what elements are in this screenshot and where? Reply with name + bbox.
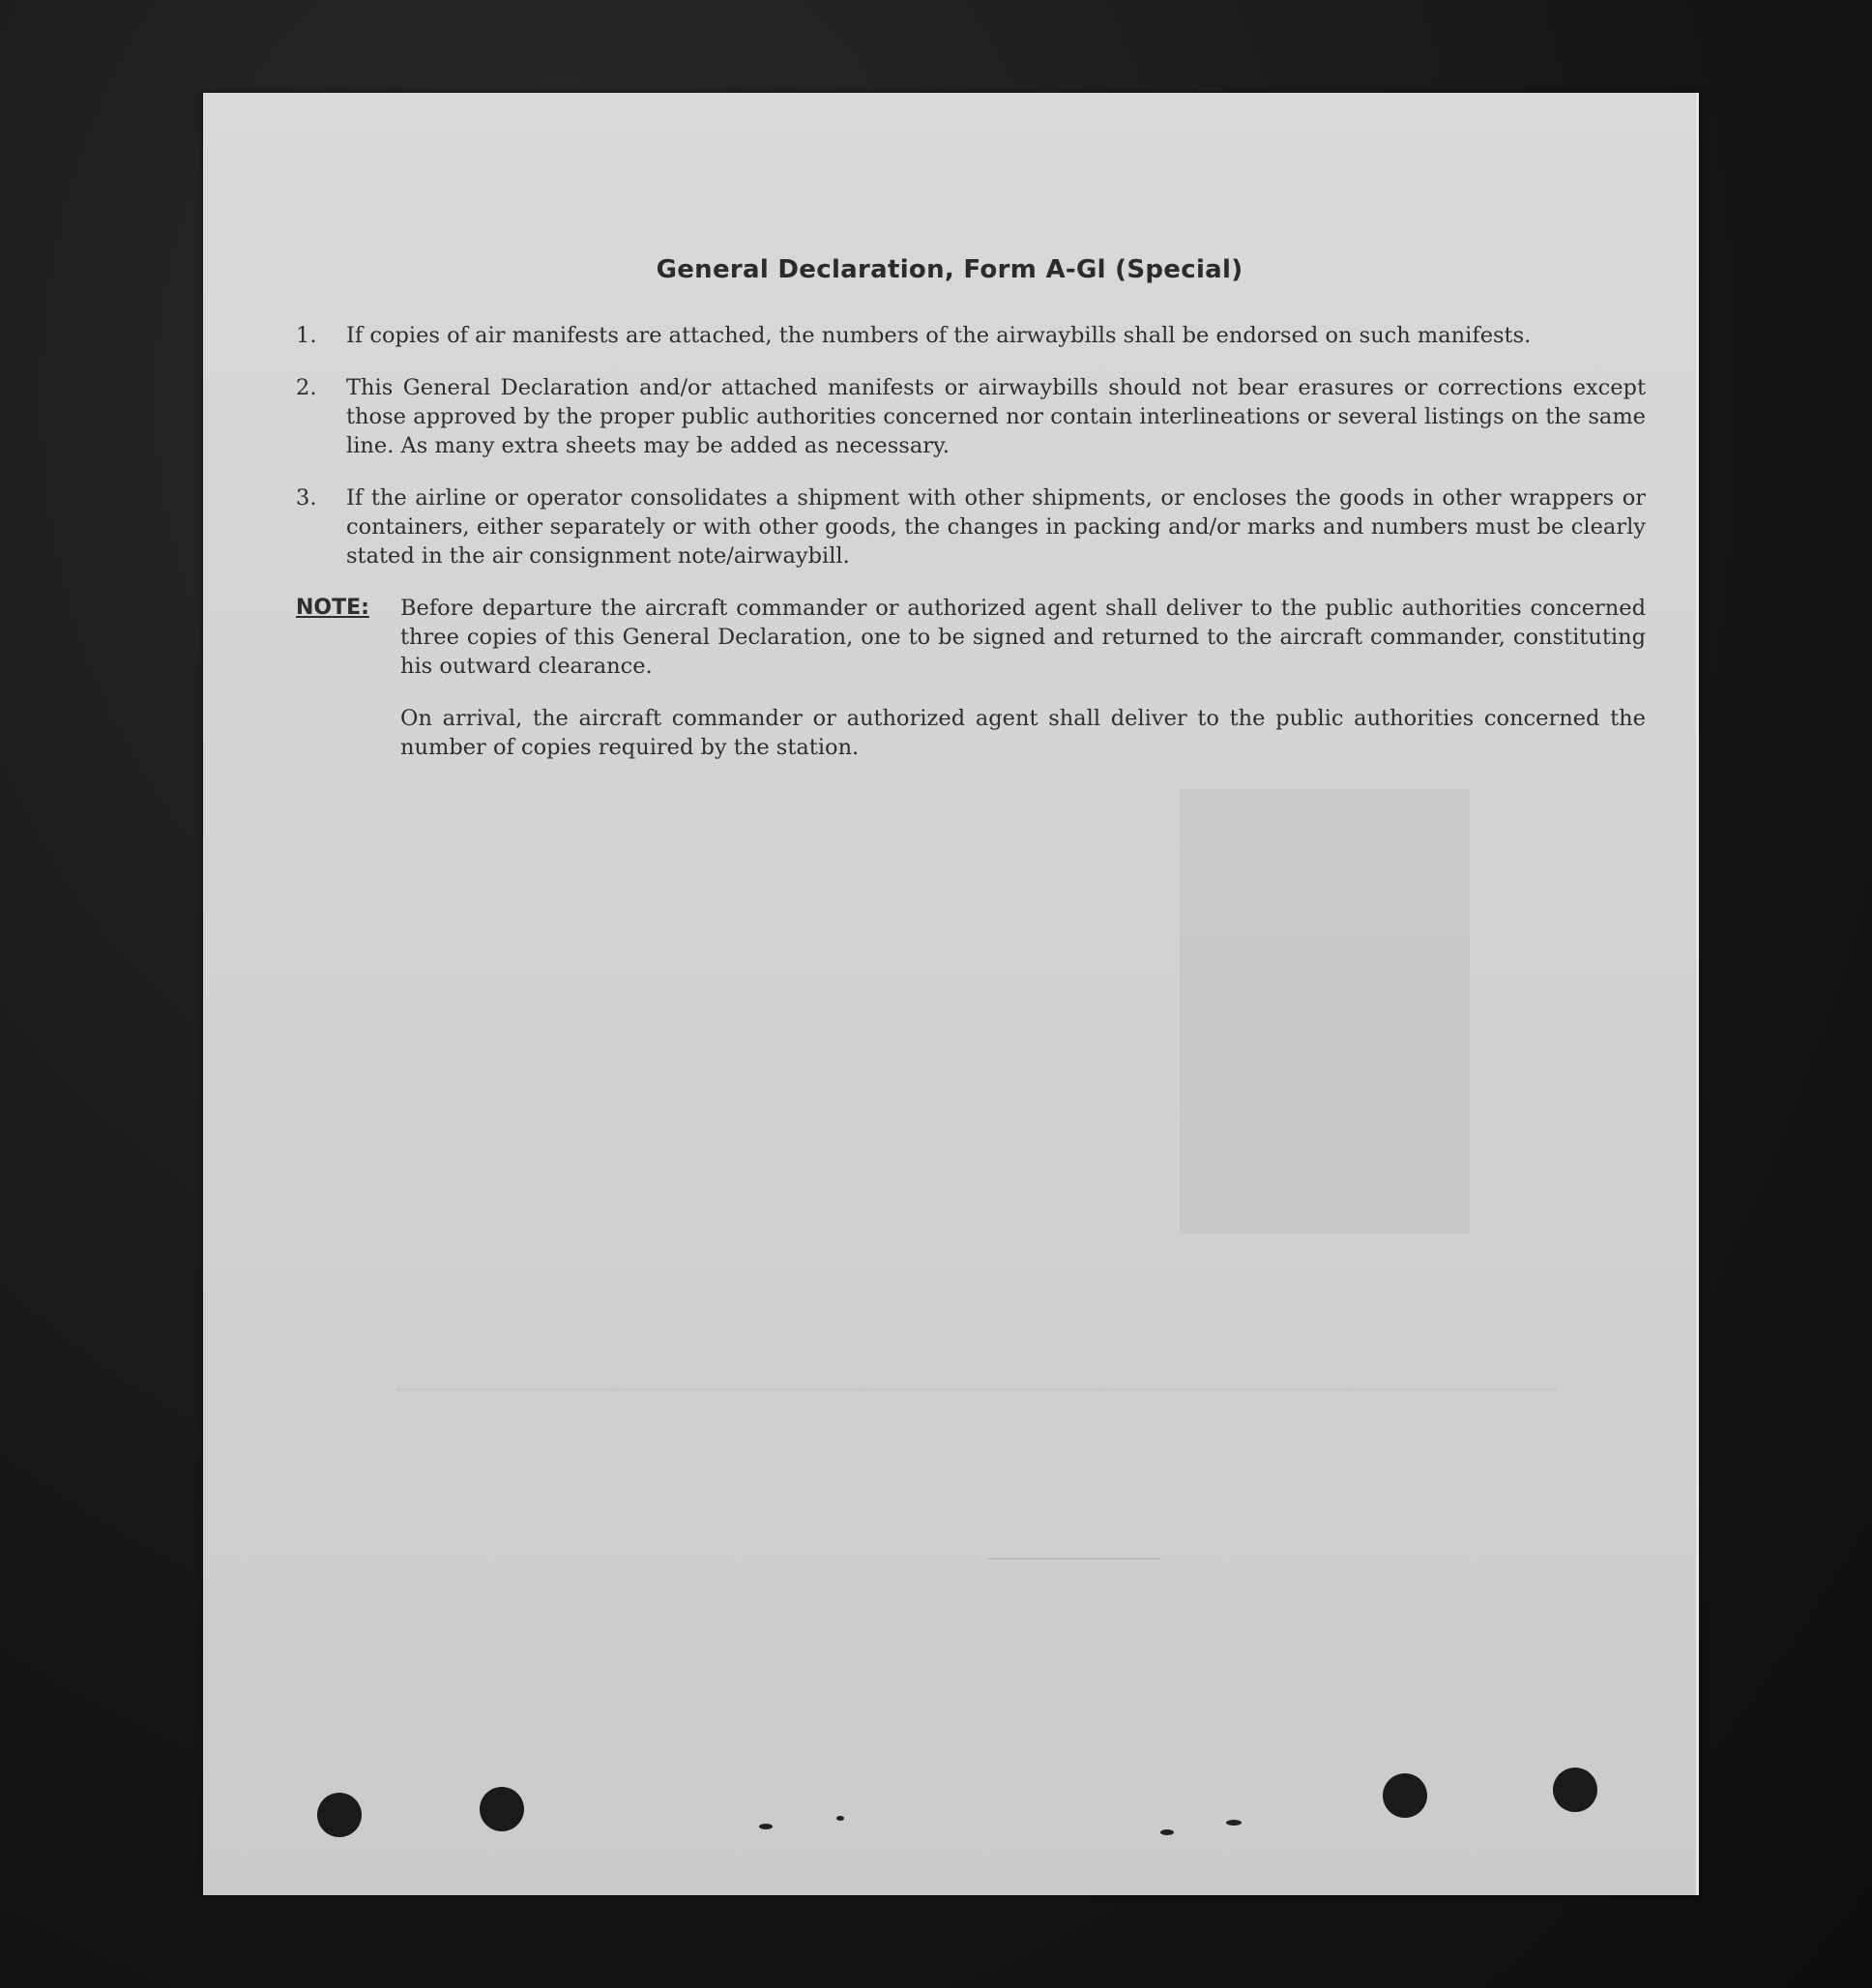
note-section (296, 594, 1646, 785)
speck (759, 1824, 773, 1829)
note-label: NOTE: (296, 596, 369, 620)
note-paragraph: On arrival, the aircraft commander or authorized agent shall deliver to the public authorities concerned the number of copies required by the station. (400, 706, 1646, 760)
speck (1226, 1820, 1242, 1826)
document-page (203, 93, 1699, 1895)
item-number: 1. (296, 323, 317, 348)
item-text: If the airline or operator consolidates a shipment with other shipments, or encloses the goods in other wrappers or containers, either separately or with other goods, the changes in packing and/or marks and numbers must be clearly stated in the air consignment note/airwaybill. (346, 485, 1646, 569)
instruction-item (296, 321, 1646, 350)
punch-hole (317, 1793, 362, 1837)
item-number: 3. (296, 485, 317, 511)
punch-hole (480, 1787, 524, 1831)
instruction-item (296, 373, 1646, 460)
page-title: General Declaration, Form A-Gl (Special) (656, 255, 1243, 284)
speck (1160, 1829, 1174, 1835)
item-text: This General Declaration and/or attached manifests or airwaybills should not bear erasures or corrections except those approved by the proper public authorities concerned nor contain interlineations or several listings on the same line. As many extra sheets may be added as necessary. (346, 375, 1646, 458)
item-number: 2. (296, 375, 317, 400)
punch-hole (1553, 1768, 1597, 1812)
bleed-through-line (986, 1558, 1160, 1560)
note-paragraph: Before departure the aircraft commander or authorized agent shall deliver to the public authorities concerned three copies of this General Declaration, one to be signed and returned to the aircraft commander, constituting his outward clearance. (400, 596, 1646, 679)
item-text: If copies of air manifests are attached, the numbers of the airwaybills shall be endorsed on such manifests. (346, 323, 1532, 348)
note-body (400, 594, 1646, 785)
speck (836, 1816, 844, 1821)
punch-hole (1383, 1773, 1427, 1818)
instructions (296, 321, 1646, 785)
bleed-through-box (1180, 789, 1470, 1234)
instruction-item (296, 483, 1646, 570)
bleed-through-line (396, 1389, 1557, 1391)
